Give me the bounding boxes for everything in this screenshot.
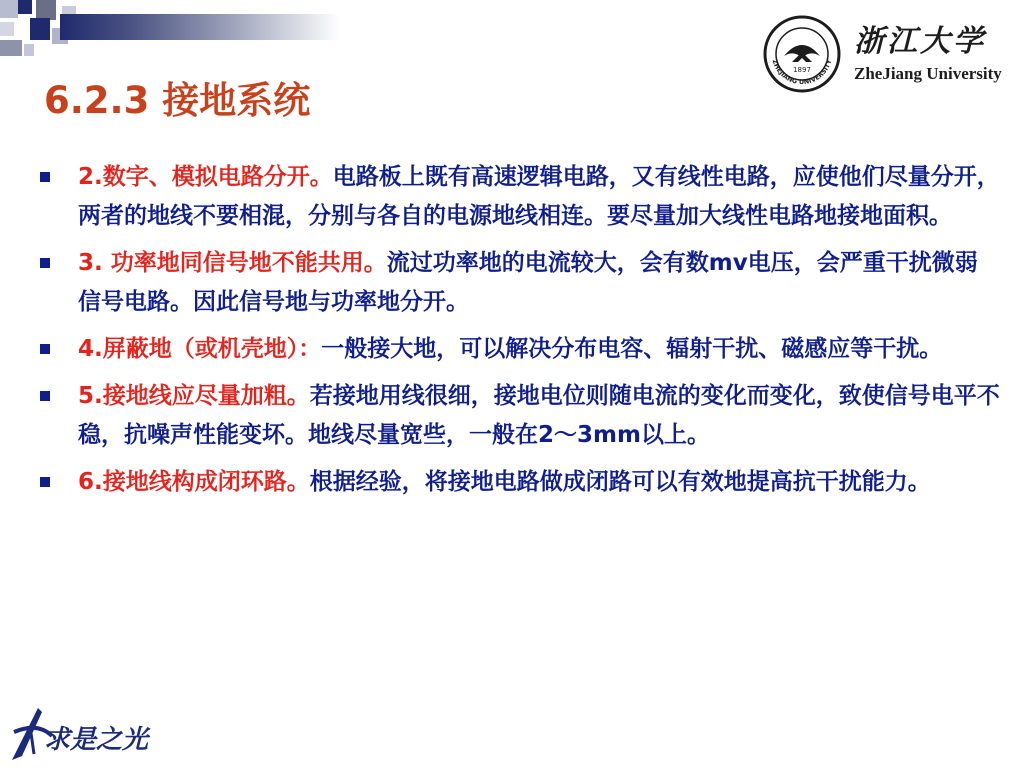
seal-ring-text: ZHEJIANG UNIVERSITY — [770, 58, 834, 87]
bullet-highlight: 3. 功率地同信号地不能共用。 — [78, 250, 387, 276]
bullet-square-icon — [40, 258, 50, 268]
bullet-text: 电路板上既有高速逻辑电路，又有线性电路，应使他们尽量分开，两者的地线不要相混，分别与各自的电源地线相连。要尽量加大线性电路地接地面积。 — [78, 164, 1000, 229]
bullet-list — [40, 158, 1000, 510]
bullet-text: 若接地用线很细，接地电位则随电流的变化而变化，致使信号电平不稳，抗噪声性能变坏。地线尽量宽些，一般在2～3mm以上。 — [78, 383, 1000, 448]
logo-english-name: ZheJiang University — [854, 64, 1002, 83]
bullet-square-icon — [40, 477, 50, 487]
list-item — [40, 330, 1000, 369]
list-item — [40, 463, 1000, 502]
list-item — [40, 377, 1000, 455]
calligraphy-text: 求是之光 — [44, 725, 149, 755]
bullet-square-icon — [40, 344, 50, 354]
seal-year: 1897 — [793, 66, 811, 74]
bullet-text: 流过功率地的电流较大，会有数mv电压，会严重干扰微弱信号电路。因此信号地与功率地分开。 — [78, 250, 978, 315]
bullet-square-icon — [40, 172, 50, 182]
logo-chinese-name: 浙江大学 — [854, 24, 986, 59]
list-item — [40, 244, 1000, 322]
bullet-text: 根据经验，将接地电路做成闭路可以有效地提高抗干扰能力。 — [309, 469, 931, 495]
bullet-text: 一般接大地，可以解决分布电容、辐射干扰、磁感应等干扰。 — [321, 336, 943, 362]
university-logo — [762, 14, 1014, 96]
bullet-square-icon — [40, 391, 50, 401]
calligraphy-logo-icon — [8, 702, 149, 764]
corner-decoration — [0, 0, 340, 60]
university-seal-icon — [762, 14, 842, 94]
list-item — [40, 158, 1000, 236]
bullet-highlight: 5.接地线应尽量加粗。 — [78, 383, 310, 409]
bullet-highlight: 6.接地线构成闭环路。 — [78, 469, 310, 495]
bullet-highlight: 4.屏蔽地（或机壳地）： — [78, 336, 322, 362]
page-title: 6.2.3 接地系统 — [44, 79, 311, 122]
bullet-highlight: 2.数字、模拟电路分开。 — [78, 164, 333, 190]
